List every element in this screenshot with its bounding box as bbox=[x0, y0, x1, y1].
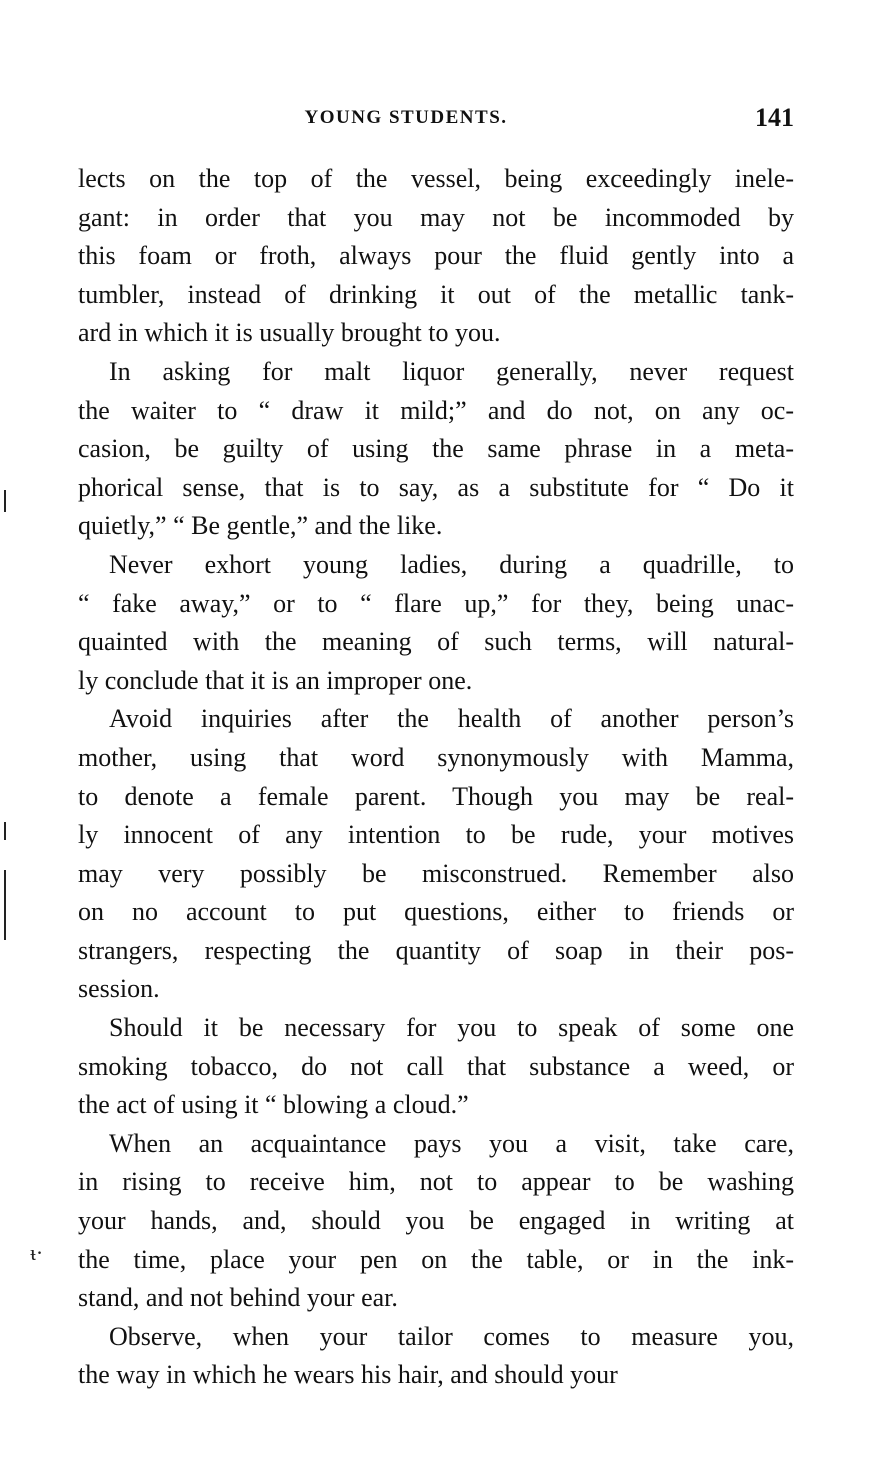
text-line: Should it be necessary for you to speak of some one bbox=[109, 1013, 794, 1043]
text-line: smoking tobacco, do not call that substance a weed, or bbox=[78, 1051, 794, 1081]
scan-mark bbox=[4, 822, 6, 840]
text-line: tumbler, instead of drinking it out of the metallic tank- bbox=[78, 279, 794, 309]
text-line: When an acquaintance pays you a visit, take care, bbox=[109, 1128, 794, 1158]
text-line: quietly,” “ Be gentle,” and the like. bbox=[78, 511, 443, 541]
paragraph bbox=[78, 160, 794, 353]
paragraph bbox=[78, 1125, 794, 1318]
text-line: the way in which he wears his hair, and should your bbox=[78, 1360, 618, 1390]
text-line: stand, and not behind your ear. bbox=[78, 1283, 398, 1313]
scan-mark bbox=[4, 870, 6, 940]
text-line: your hands, and, should you be engaged in writing at bbox=[78, 1206, 794, 1236]
body-text bbox=[78, 160, 794, 1395]
scan-smudge: ᵼ· bbox=[30, 1240, 44, 1265]
text-line: Observe, when your tailor comes to measure you, bbox=[109, 1321, 794, 1351]
running-title: YOUNG STUDENTS. bbox=[304, 107, 508, 128]
text-line: ly conclude that it is an improper one. bbox=[78, 665, 473, 695]
text-line: strangers, respecting the quantity of soap in their pos- bbox=[78, 935, 794, 965]
text-line: Avoid inquiries after the health of another person’s bbox=[109, 704, 794, 734]
paragraph bbox=[78, 546, 794, 700]
text-line: lects on the top of the vessel, being exceedingly inele- bbox=[78, 164, 794, 193]
paragraph bbox=[78, 700, 794, 1009]
text-line: ard in which it is usually brought to you. bbox=[78, 318, 501, 348]
text-line: phorical sense, that is to say, as a substitute for “ Do it bbox=[78, 472, 794, 502]
running-head bbox=[78, 103, 794, 133]
text-line: the act of using it “ blowing a cloud.” bbox=[78, 1090, 469, 1120]
text-line: the waiter to “ draw it mild;” and do not, on any oc- bbox=[78, 395, 794, 425]
text-line: session. bbox=[78, 974, 160, 1004]
text-line: gant: in order that you may not be incommoded by bbox=[78, 202, 794, 232]
text-line: this foam or froth, always pour the fluid gently into a bbox=[78, 241, 794, 271]
text-line: on no account to put questions, either to friends or bbox=[78, 897, 794, 927]
text-line: “ fake away,” or to “ flare up,” for they, being unac- bbox=[78, 588, 794, 618]
text-line: casion, be guilty of using the same phrase in a meta- bbox=[78, 434, 794, 464]
text-line: in rising to receive him, not to appear to be washing bbox=[78, 1167, 794, 1197]
text-line: the time, place your pen on the table, or in the ink- bbox=[78, 1244, 794, 1274]
text-line: In asking for malt liquor generally, never request bbox=[109, 356, 794, 386]
page-number: 141 bbox=[755, 103, 794, 132]
paragraph bbox=[78, 1009, 794, 1125]
paragraph bbox=[78, 353, 794, 546]
text-line: may very possibly be misconstrued. Remember also bbox=[78, 858, 794, 888]
text-line: Never exhort young ladies, during a quadrille, to bbox=[109, 549, 794, 579]
text-line: to denote a female parent. Though you may be real- bbox=[78, 781, 794, 811]
paragraph bbox=[78, 1318, 794, 1395]
text-line: quainted with the meaning of such terms, will natural- bbox=[78, 627, 794, 657]
text-line: ly innocent of any intention to be rude, your motives bbox=[78, 820, 794, 850]
scan-mark bbox=[4, 490, 6, 512]
text-line: mother, using that word synonymously with Mamma, bbox=[78, 742, 794, 772]
